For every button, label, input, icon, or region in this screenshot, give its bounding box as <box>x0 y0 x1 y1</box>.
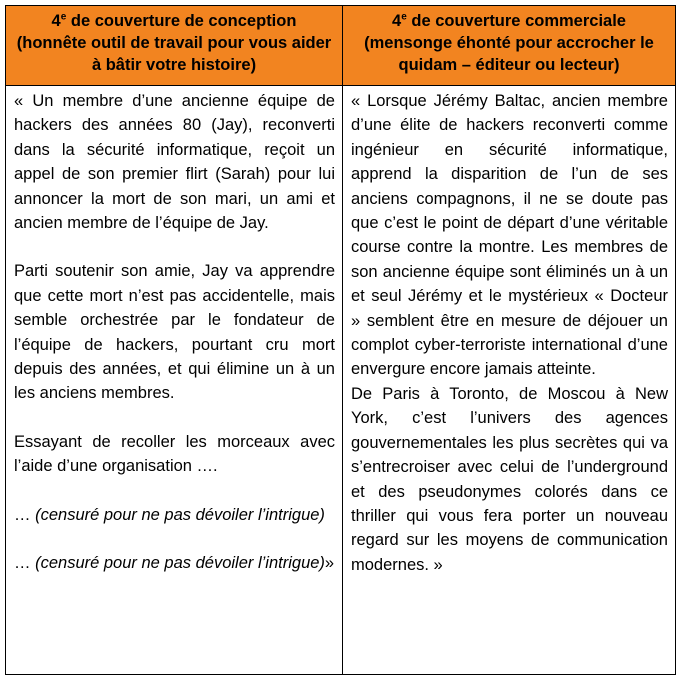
commerciale-paragraph-1: « Lorsque Jérémy Baltac, ancien membre d’une élite de hackers reconverti comme ingénieur en sécurité informatique, apprend la disparition de l’un de ses anciens compagnons, il ne se doute pas que c’est le point de départ d’une véritable course contre la montre. Les membres de son ancienne équipe sont éliminés un à un et seul Jérémy et le mystérieux « Docteur » semblent être en mesure de déjouer un complot cyber-terroriste international d’une envergure encore jamais atteinte. <box>351 92 668 379</box>
conception-paragraph-5: … (censuré pour ne pas dévoiler l’intrigue)» <box>14 554 335 573</box>
conception-paragraph-2: Parti soutenir son amie, Jay va apprendre que cette mort n’est pas accidentelle, mais semble orchestrée par le fondateur de l’équipe de hackers, pourtant cru mort depuis des années, et qui élimine un à un les anciens membres. <box>14 262 335 403</box>
comparison-table <box>5 5 676 675</box>
header-commerciale <box>343 6 675 86</box>
header-commerciale-title: 4e de couverture commerciale <box>392 11 626 30</box>
header-conception-title: 4e de couverture de conception <box>51 11 297 30</box>
conception-text-cell <box>6 86 343 674</box>
header-conception <box>6 6 343 86</box>
conception-paragraph-3: Essayant de recoller les morceaux avec l’aide d’une organisation …. <box>14 432 335 476</box>
header-conception-subtitle: (honnête outil de travail pour vous aider à bâtir votre histoire) <box>16 34 332 74</box>
commerciale-text-cell <box>343 86 675 674</box>
conception-paragraph-4: … (censuré pour ne pas dévoiler l’intrigue) <box>14 505 325 524</box>
commerciale-paragraph-2: De Paris à Toronto, de Moscou à New York, c’est l’univers des agences gouvernementales les plus secrètes qui va s’entrecroiser avec celui de l’underground et des pseudonymes colorés dans ce thriller qui vous fera porter un nouveau regard sur les moyens de communication modernes. » <box>351 384 668 574</box>
header-commerciale-subtitle: (mensonge éhonté pour accrocher le quidam – éditeur ou lecteur) <box>364 34 654 74</box>
conception-paragraph-1: « Un membre d’une ancienne équipe de hackers des années 80 (Jay), reconverti dans la sécurité informatique, reçoit un appel de son premier flirt (Sarah) pour lui annoncer la mort de son mari, un ami et ancien membre de l’équipe de Jay. <box>14 92 335 233</box>
